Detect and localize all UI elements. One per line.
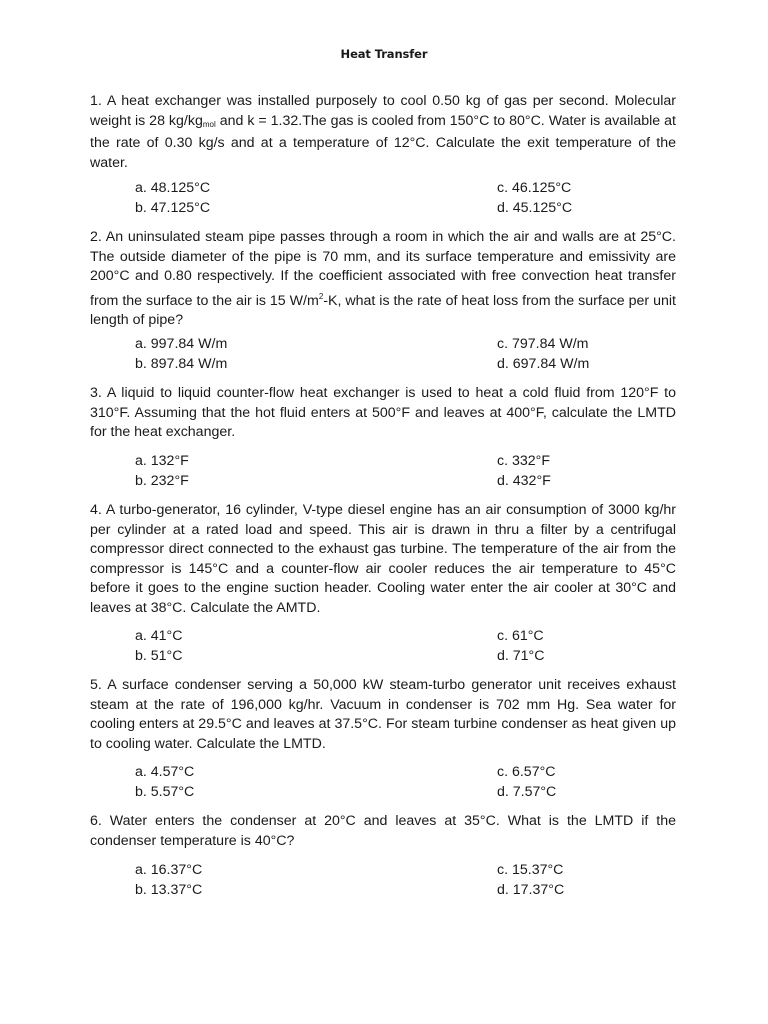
option-b: b. 13.37°C: [135, 881, 203, 898]
option-row: [135, 627, 675, 647]
option-a: a. 48.125°C: [135, 180, 211, 196]
question-1-text-part: 1. A heat exchanger was installed purposely to cool 0.50 kg of gas per second. Molecular weight is 28 kg/kg: [90, 93, 676, 129]
question-4-text: 4. A turbo-generator, 16 cylinder, V-type diesel engine has an air consumption of 3000 kg/hr per cylinder at a rated load and speed. This air is drawn in thru a filter by a centrifugal compressor direct connected to the exhaust gas turbine. The temperature of the air from the compressor is 145°C and a counter-flow air cooler reduces the air temperature to 45°C before it goes to the engine suction header. Cooling water enter the air cooler at 30°C and leaves at 38°C. Calculate the AMTD.: [90, 502, 676, 616]
question-5-text: 5. A surface condenser serving a 50,000 kW steam-turbo generator unit receives exhaust steam at the rate of 196,000 kg/hr. Vacuum in condenser is 702 mm Hg. Sea water for cooling enters at 29.5°C and leaves at 37.5°C. For steam turbine condenser as heat given up to cooling water. Calculate the LMTD.: [90, 677, 676, 752]
question-6-text: 6. Water enters the condenser at 20°C and leaves at 35°C. What is the LMTD if the condenser temperature is 40°C?: [90, 813, 676, 849]
option-c: c. 46.125°C: [497, 180, 572, 196]
question-5-options: [135, 763, 675, 802]
option-c: c. 15.37°C: [497, 862, 564, 878]
question-4-options: [135, 627, 675, 666]
question-3-options: [135, 452, 675, 491]
option-row: [135, 861, 675, 881]
option-row: [135, 763, 675, 783]
option-b: b. 5.57°C: [135, 783, 195, 800]
question-1-options: [135, 179, 675, 218]
option-row: [135, 355, 675, 375]
option-d: d. 7.57°C: [497, 783, 557, 800]
question-2-options: [135, 335, 675, 374]
option-row: [135, 452, 675, 472]
question-3-text: 3. A liquid to liquid counter-flow heat exchanger is used to heat a cold fluid from 120°F to 310°F. Assuming that the hot fluid enters at 500°F and leaves at 400°F, calculate the LMTD for the heat exchanger.: [90, 385, 676, 440]
option-row: [135, 647, 675, 667]
question-6-options: [135, 861, 675, 900]
question-2-text-part: 2. An uninsulated steam pipe passes through a room in which the air and walls are at 25°C. The outside diameter of the pipe is 70 mm, and its surface temperature and emissivity are 200°C and 0.80 respectively. If the coefficient associated with free convection heat transfer from the surface to the air is 15 W/m: [90, 229, 676, 309]
option-a: a. 41°C: [135, 628, 183, 644]
option-d: d. 71°C: [497, 647, 545, 664]
option-a: a. 997.84 W/m: [135, 336, 228, 352]
option-c: c. 797.84 W/m: [497, 336, 589, 352]
option-row: [135, 179, 675, 199]
option-b: b. 51°C: [135, 647, 183, 664]
question-1-text: [90, 92, 676, 173]
document-title: Heat Transfer: [340, 47, 428, 61]
question-1-subscript: mol: [202, 119, 216, 129]
option-c: c. 61°C: [497, 628, 544, 644]
question-2-text: [90, 228, 676, 331]
option-c: c. 6.57°C: [497, 764, 556, 780]
question-2-superscript: 2: [318, 291, 324, 301]
option-b: b. 897.84 W/m: [135, 355, 228, 372]
option-d: d. 697.84 W/m: [497, 355, 590, 372]
option-row: [135, 472, 675, 492]
option-a: a. 4.57°C: [135, 764, 195, 780]
option-row: [135, 335, 675, 355]
option-a: a. 132°F: [135, 453, 189, 469]
option-row: [135, 199, 675, 219]
question-1-text-part: and k = 1.32.The gas is cooled from 150°C to 80°C. Water is available at the rate of 0.30 kg/s and at a temperature of 12°C. Calculate the exit temperature of the water.: [90, 112, 676, 171]
option-b: b. 47.125°C: [135, 199, 211, 216]
option-d: d. 432°F: [497, 472, 551, 489]
option-c: c. 332°F: [497, 453, 550, 469]
option-d: d. 45.125°C: [497, 199, 573, 216]
option-row: [135, 881, 675, 901]
question-2-text-part: -K, what is the rate of heat loss from the surface per unit length of pipe?: [90, 292, 676, 328]
option-d: d. 17.37°C: [497, 881, 565, 898]
option-a: a. 16.37°C: [135, 862, 203, 878]
option-row: [135, 783, 675, 803]
option-b: b. 232°F: [135, 472, 189, 489]
